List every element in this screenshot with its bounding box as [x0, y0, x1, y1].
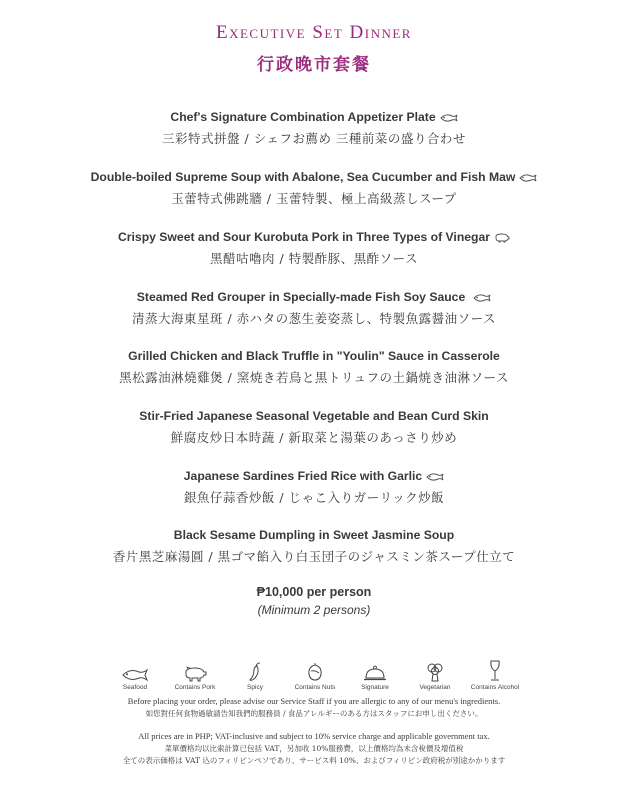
legend-label: Signature [361, 684, 389, 691]
price-notice-japanese: 全ての表示価格は VAT 込のフィリピンペソであり、サービス料 10%、およびフィリピン政府税が別途かかります [122, 756, 506, 765]
dish-name-local: 黑醋咕嚕肉 / 特製酢豚、黒酢ソース [209, 251, 419, 266]
dish-item [0, 290, 628, 327]
chili-icon [248, 660, 262, 682]
dish-name: Steamed Red Grouper in Specially-made Fish Soy Sauce [136, 290, 466, 304]
legend-label: Seafood [122, 684, 148, 691]
dish-item [0, 409, 628, 446]
dish-name: Chef's Signature Combination Appetizer Plate [170, 110, 436, 124]
cloche-icon [363, 660, 387, 682]
dish-name: Japanese Sardines Fried Rice with Garlic [183, 469, 423, 483]
legend-item-nuts [285, 660, 345, 691]
price-notice-chinese: 菜單價格均以比索計算已包括 VAT，另加收 10%服務費，以上價格均為未含稅價及增值稅 [164, 744, 464, 753]
dish-name-local: 三彩特式拼盤 / シェフお薦め 三種前菜の盛り合わせ [162, 131, 466, 146]
dish-item [0, 528, 628, 565]
vegetable-icon [425, 660, 445, 682]
allergy-notice: Before placing your order, please advise our Service Staff if you are allergic to any of our menu's ingredients. [127, 696, 501, 706]
legend-item-seafood [105, 660, 165, 691]
seafood-icon [440, 113, 458, 123]
allergy-notice-local: 如您對任何食物過敏請告知我們的服務員 / 食品アレルギーのある方はスタッフにお申し出ください。 [145, 709, 483, 718]
seafood-icon [122, 660, 148, 682]
legend-item-spicy [225, 660, 285, 691]
legend-label: Contains Pork [174, 684, 216, 691]
legend-item-signature [345, 660, 405, 691]
dish-name-local: 黑松露油淋燒雞煲 / 窯焼き若鳥と黒トリュフの土鍋焼き油淋ソース [119, 370, 509, 385]
dish-name: Crispy Sweet and Sour Kurobuta Pork in Three Types of Vinegar [117, 230, 491, 244]
seafood-icon [426, 472, 444, 482]
pork-icon [183, 660, 207, 682]
dish-item [0, 349, 628, 386]
minimum-note: (Minimum 2 persons) [257, 603, 371, 617]
dish-name-local: 香片黑芝麻湯圓 / 黒ゴマ餡入り白玉団子のジャスミン茶スープ仕立て [112, 549, 516, 564]
dish-item [0, 230, 628, 267]
legend-label: Vegetarian [419, 684, 451, 691]
price: ₱10,000 per person [256, 585, 372, 599]
icon-legend [105, 660, 525, 691]
seafood-icon [519, 173, 537, 183]
legend-item-vegetarian [405, 660, 465, 691]
dish-name: Stir-Fried Japanese Seasonal Vegetable and Bean Curd Skin [139, 409, 489, 423]
menu-title-chinese: 行政晚市套餐 [257, 55, 371, 75]
dish-name-local: 清蒸大海東星斑 / 赤ハタの葱生姜姿蒸し、特製魚露醤油ソース [131, 311, 497, 326]
menu-title: Executive Set Dinner [216, 22, 412, 43]
dish-name-local: 玉蕾特式佛跳牆 / 玉蕾特製、極上高級蒸しスープ [171, 191, 457, 206]
wine-glass-icon [488, 660, 502, 682]
legend-label: Contains Alcohol [470, 684, 520, 691]
dish-name: Grilled Chicken and Black Truffle in "Youlin" Sauce in Casserole [128, 349, 500, 363]
legend-item-alcohol [465, 660, 525, 691]
seafood-icon [473, 293, 491, 303]
pork-icon [494, 233, 510, 243]
nut-icon [306, 660, 324, 682]
legend-label: Contains Nuts [294, 684, 336, 691]
dish-name-local: 鮮腐皮炒日本時蔬 / 新取菜と湯葉のあっさり炒め [170, 430, 458, 445]
dish-item [0, 110, 628, 147]
dish-name-local: 銀魚仔蒜香炒飯 / じゃこ入りガーリック炒飯 [183, 490, 445, 505]
dish-name: Black Sesame Dumpling in Sweet Jasmine Soup [173, 528, 455, 542]
price-notice: All prices are in PHP; VAT-inclusive and subject to 10% service charge and applicable government tax. [138, 731, 490, 741]
dish-item [0, 469, 628, 506]
dish-name: Double-boiled Supreme Soup with Abalone, Sea Cucumber and Fish Maw [90, 170, 516, 184]
dish-item [0, 170, 628, 207]
legend-label: Spicy [247, 684, 263, 691]
legend-item-pork [165, 660, 225, 691]
